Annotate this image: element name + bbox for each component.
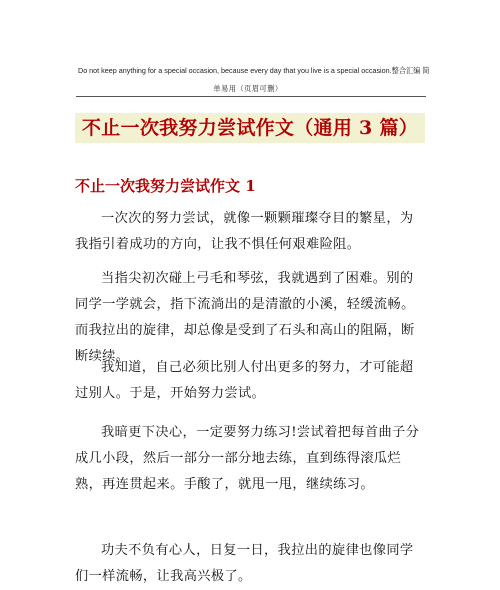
header-text-line1: Do not keep anything for a special occasion, because every day that you live is a special occasion.整合汇编 简 [78, 66, 430, 75]
header-text-line2: 单易用（页眉可删） [213, 84, 283, 93]
paragraph-1: 一次次的努力尝试，就像一颗颗璀璨夺目的繁星，为我指引着成功的方向，让我不惧任何艰难险阻。 [75, 211, 414, 252]
paragraph-5: 功夫不负有心人，日复一日，我拉出的旋律也像同学们一样流畅，让我高兴极了。 [75, 543, 414, 584]
page-header [78, 65, 434, 95]
document-title: 不止一次我努力尝试作文（通用 3 篇） [75, 113, 425, 143]
paragraph-2: 当指尖初次碰上弓毛和琴弦，我就遇到了困难。别的同学一学就会，指下流淌出的是清澈的小溪，轻缓流畅。而我拉出的旋律，却总像是受到了石头和高山的阻隔，断断续续。 [75, 271, 415, 364]
paragraph-4: 我暗更下决心，一定要努力练习!尝试着把每首曲子分成几小段，然后一部分一部分地去练，直到练得滚瓜烂熟，再连贯起来。手酸了，就甩一甩，继续练习。 [75, 425, 420, 492]
header-divider [76, 96, 426, 97]
paragraph-3: 我知道，自己必须比别人付出更多的努力，才可能超过别人。于是，开始努力尝试。 [75, 360, 414, 401]
section-title: 不止一次我努力尝试作文 1 [75, 177, 256, 195]
